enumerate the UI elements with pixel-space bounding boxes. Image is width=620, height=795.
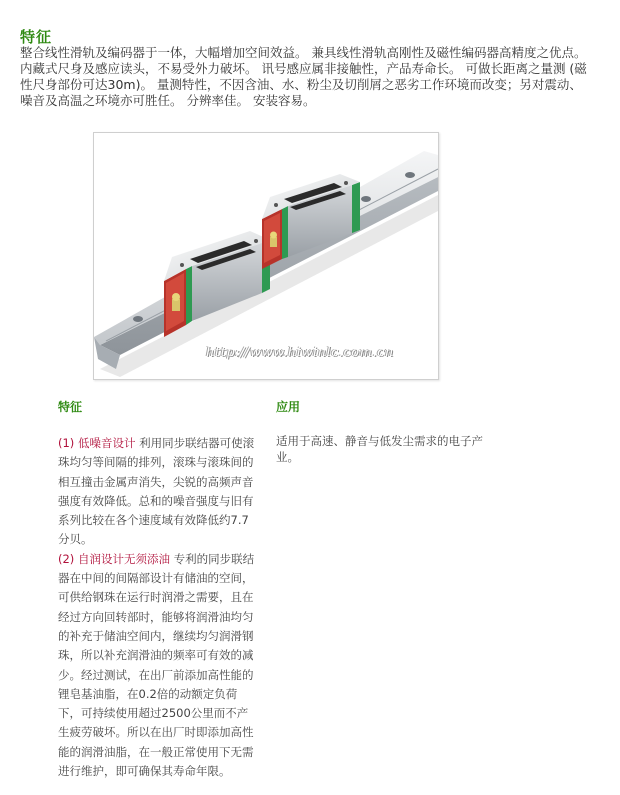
feature-title: (2) 自润设计无须添油 (58, 551, 170, 566)
page-title: 特征 (20, 28, 53, 46)
linear-guide-illustration (94, 133, 438, 379)
feature-body: 利用同步联结器可使滚珠均匀等间隔的排列，滚珠与滚珠间的相互撞击金属声消失，尖锐的高频声音强度有效降低。总和的噪音强度与旧有系列比较在各个速度域有效降低约7.7分贝。 (58, 436, 255, 547)
features-heading: 特征 (58, 400, 83, 414)
photo-watermark: http://www.hiwinlc.com.cn (206, 345, 394, 360)
feature-body: 专利的同步联结器在中间的间隔部设计有储油的空间，可供给钢珠在运行时润滑之需要，且在经过方向回转部时，能够将润滑油均匀的补充于储油空间内，继续均匀润滑钢珠，所以补充润滑油的频率可有效的减少。经过测试，在出厂前添加高性能的锂皂基油脂，在0.2倍的动额定负荷下，可持续使用超过2500公里而不产生疲劳破坏。所以在出厂时即添加高性能的润滑油脂，在一般正常使用下无需进行维护，即可确保其寿命年限。 (58, 551, 255, 779)
applications-text: 适用于高速、静音与低发尘需求的电子产业。 (276, 434, 483, 464)
applications-heading: 应用 (276, 400, 301, 414)
feature-item (58, 550, 258, 782)
feature-title: (1) 低噪音设计 (58, 436, 136, 450)
intro-paragraph: 整合线性滑轨及编码器于一体，大幅增加空间效益。 兼具线性滑轨高刚性及磁性编码器高精度之优点。 内藏式尺身及感应读头，不易受外力破坏。 讯号感应属非接触性，产品寿命长。 可做长距离之量测 (磁性尺身部份可达30m)。 量测特性，不因含油、水、粉尘及切削屑之恶劣工作环境而改变；另对震动、噪音及高温之环境亦可胜任。 分辨率佳。 安装容易。 (20, 45, 587, 108)
features-list (58, 434, 258, 781)
product-photo (93, 132, 439, 380)
feature-item (58, 434, 258, 550)
